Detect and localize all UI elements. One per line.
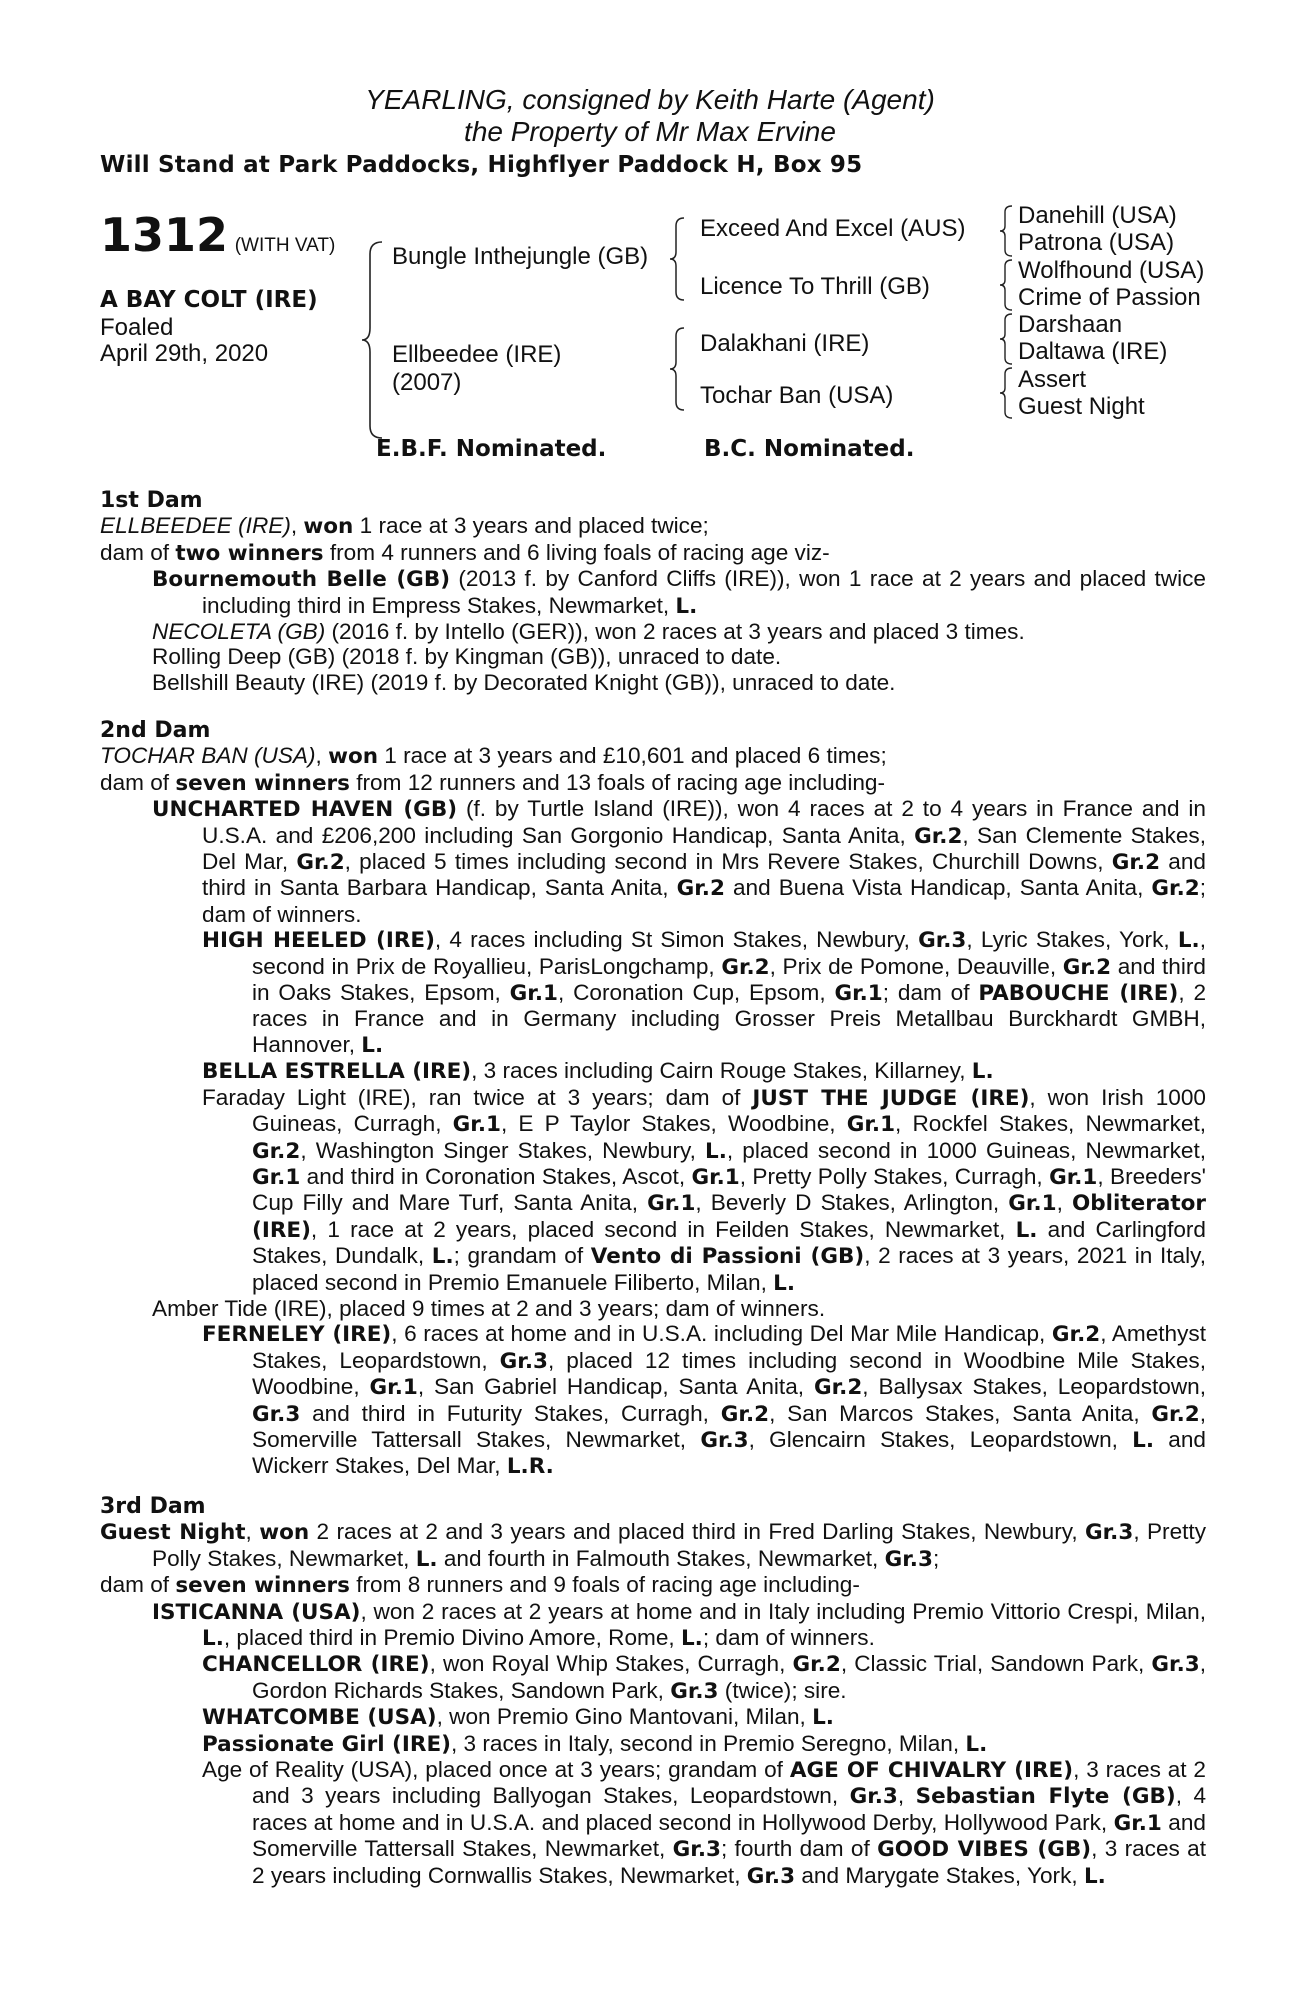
pedigree-table xyxy=(0,200,1314,460)
list-item: CHANCELLOR (IRE), won Royal Whip Stakes, Curragh, Gr.2, Classic Trial, Sandown Park, Gr.3, Gordon Richards Stakes, Sandown Park, Gr.3 (twice); sire. xyxy=(202,1651,1206,1704)
dam-dam: Tochar Ban (USA) xyxy=(700,382,894,409)
list-item: Passionate Girl (IRE), 3 races in Italy, second in Premio Seregno, Milan, L. xyxy=(202,1730,988,1757)
grandsire-4: Assert xyxy=(1018,366,1087,393)
main-brace xyxy=(360,240,386,440)
bc-nominated: B.C. Nominated. xyxy=(704,436,915,462)
second-dam-section: 2nd Dam TOCHAR BAN (USA), won 1 race at 3 years and £10,601 and placed 6 times; dam of seven winners from 12 runners and 13 foals of racing age including- UNCHARTED HAVEN (GB) (f. by Turtle Island (IRE)), won 4 races at 2 to 4 years in France and in U.S.A. and £206,200 including San Gorgonio Handicap, Santa Anita, Gr.2, San Clemente Stakes, Del Mar, Gr.2, placed 5 times including second in Mrs Revere Stakes, Churchill Downs, Gr.2 and third in Santa Barbara Handicap, Santa Anita, Gr.2 and Buena Vista Handicap, Santa Anita, Gr.2; dam of winners. HIGH HEELED (IRE), 4 races including St Simon Stakes, Newbury, Gr.3, Lyric Stakes, York, L., second in Prix de Royallieu, ParisLongchamp, Gr.2, Prix de Pomone, Deauville, Gr.2 and third in Oaks Stakes, Epsom, Gr.1, Coronation Cup, Epsom, Gr.1; dam of PABOUCHE (IRE), 2 races in France and in Germany including Grosser Preis Metallbau Burckhardt GMBH, Hannover, L. BELLA ESTRELLA (IRE), 3 races including Cairn Rouge Stakes, Killarney, L. Faraday Light (IRE), ran twice at 3 years; dam of JUST THE JUDGE (IRE), won Irish 1000 Guineas, Curragh, Gr.1, E P Taylor Stakes, Woodbine, Gr.1, Rockfel Stakes, Newmarket, Gr.2, Washington Singer Stakes, Newbury, L., placed second in 1000 Guineas, Newmarket, Gr.1 and third in Coronation Stakes, Ascot, Gr.1, Pretty Polly Stakes, Curragh, Gr.1, Breeders' Cup Filly and Mare Turf, Santa Anita, Gr.1, Beverly D Stakes, Arlington, Gr.1, Obliterator (IRE), 1 race at 2 years, placed second in Feilden Stakes, Newmarket, L. and Carlingford Stakes, Dundalk, L.; grandam of Vento di Passioni (GB), 2 races at 3 years, 2021 in Italy, placed second in Premio Emanuele Filiberto, Milan, L. Amber Tide (IRE), placed 9 times at 2 and 3 years; dam of winners. FERNELEY (IRE), 6 races at home and in U.S.A. including Del Mar Mile Handicap, Gr.2, Amethyst Stakes, Leopardstown, Gr.3, placed 12 times including second in Woodbine Mile Stakes, Woodbine, Gr.1, San Gabriel Handicap, Santa Anita, Gr.2, Ballysax Stakes, Leopardstown, Gr.3 and third in Futurity Stakes, Curragh, Gr.2, San Marcos Stakes, Santa Anita, Gr.2, Somerville Tattersall Stakes, Newmarket, Gr.3, Glencairn Stakes, Leopardstown, L. and Wickerr Stakes, Del Mar, L.R. xyxy=(100,718,1207,1480)
foaled-label: Foaled xyxy=(100,314,174,341)
list-item: ISTICANNA (USA), won 2 races at 2 years at home and in Italy including Premio Vittorio Crespi, Milan, L., placed third in Premio Divino Amore, Rome, L.; dam of winners. xyxy=(152,1598,1206,1652)
granddam-4: Guest Night xyxy=(1018,393,1145,420)
list-item: HIGH HEELED (IRE), 4 races including St Simon Stakes, Newbury, Gr.3, Lyric Stakes, York, L., second in Prix de Royallieu, ParisLongchamp, Gr.2, Prix de Pomone, Deauville, Gr.2 and third in Oaks Stakes, Epsom, Gr.1, Coronation Cup, Epsom, Gr.1; dam of PABOUCHE (IRE), 2 races in France and in Germany including Grosser Preis Metallbau Burckhardt GMBH, Hannover, L. xyxy=(202,927,1207,1058)
first-dam-section: 1st Dam ELLBEEDEE (IRE), won 1 race at 3 years and placed twice; dam of two winners from 4 runners and 6 living foals of racing age viz- Bournemouth Belle (GB) (2013 f. by Canford Cliffs (IRE)), won 1 race at 2 years and placed twice including third in Empress Stakes, Newmarket, L. NECOLETA (GB) (2016 f. by Intello (GER)), won 2 races at 3 years and placed 3 times. Rolling Deep (GB) (2018 f. by Kingman (GB)), unraced to date. Bellshill Beauty (IRE) (2019 f. by Decorated Knight (GB)), unraced to date. xyxy=(100,488,1206,695)
list-item: WHATCOMBE (USA), won Premio Gino Mantovani, Milan, L. xyxy=(202,1704,834,1731)
g-brace-1 xyxy=(998,204,1016,258)
sire-sire: Exceed And Excel (AUS) xyxy=(700,215,966,242)
granddam-2: Crime of Passion xyxy=(1018,284,1201,311)
foaled-date: April 29th, 2020 xyxy=(100,340,269,367)
dam-name: Ellbeedee (IRE) xyxy=(392,341,562,368)
ebf-nominated: E.B.F. Nominated. xyxy=(376,436,607,462)
list-item: Rolling Deep (GB) (2018 f. by Kingman (GB)), unraced to date. xyxy=(152,644,782,670)
dam-sire: Dalakhani (IRE) xyxy=(700,330,870,357)
third-dam-heading: 3rd Dam xyxy=(100,1494,206,1519)
g-brace-3 xyxy=(998,312,1016,366)
list-item: Amber Tide (IRE), placed 9 times at 2 and 3 years; dam of winners. xyxy=(152,1295,826,1321)
lot-header xyxy=(100,84,1200,180)
list-item: Age of Reality (USA), placed once at 3 years; grandam of AGE OF CHIVALRY (IRE), 3 races at 2 and 3 years including Ballyogan Stakes, Leopardstown, Gr.3, Sebastian Flyte (GB), 4 races at home and in U.S.A. and placed second in Hollywood Derby, Hollywood Park, Gr.1 and Somerville Tattersall Stakes, Newmarket, Gr.3; fourth dam of GOOD VIBES (GB), 3 races at 2 years including Cornwallis Stakes, Newmarket, Gr.3 and Marygate Stakes, York, L. xyxy=(202,1757,1207,1889)
dam-brace xyxy=(668,326,688,412)
list-item: UNCHARTED HAVEN (GB) (f. by Turtle Island (IRE)), won 4 races at 2 to 4 years in France and in U.S.A. and £206,200 including San Gorgonio Handicap, Santa Anita, Gr.2, San Clemente Stakes, Del Mar, Gr.2, placed 5 times including second in Mrs Revere Stakes, Churchill Downs, Gr.2 and third in Santa Barbara Handicap, Santa Anita, Gr.2 and Buena Vista Handicap, Santa Anita, Gr.2; dam of winners. xyxy=(152,796,1207,927)
grandsire-2: Wolfhound (USA) xyxy=(1018,257,1205,284)
first-dam-heading: 1st Dam xyxy=(100,488,203,513)
second-dam-heading: 2nd Dam xyxy=(100,718,211,743)
location-line: Will Stand at Park Paddocks, Highflyer Paddock H, Box 95 xyxy=(100,152,863,178)
granddam-3: Daltawa (IRE) xyxy=(1018,338,1168,365)
lot-number-line xyxy=(100,210,335,260)
sire-name: Bungle Inthejungle (GB) xyxy=(392,243,649,270)
sire-brace xyxy=(668,216,688,302)
list-item: Faraday Light (IRE), ran twice at 3 years; dam of JUST THE JUDGE (IRE), won Irish 1000 Guineas, Curragh, Gr.1, E P Taylor Stakes, Woodbine, Gr.1, Rockfel Stakes, Newmarket, Gr.2, Washington Singer Stakes, Newbury, L., placed second in 1000 Guineas, Newmarket, Gr.1 and third in Coronation Stakes, Ascot, Gr.1, Pretty Polly Stakes, Curragh, Gr.1, Breeders' Cup Filly and Mare Turf, Santa Anita, Gr.1, Beverly D Stakes, Arlington, Gr.1, Obliterator (IRE), 1 race at 2 years, placed second in Feilden Stakes, Newmarket, L. and Carlingford Stakes, Dundalk, L.; grandam of Vento di Passioni (GB), 2 races at 3 years, 2021 in Italy, placed second in Premio Emanuele Filiberto, Milan, L. xyxy=(202,1084,1207,1296)
g-brace-4 xyxy=(998,366,1016,420)
property-line: the Property of Mr Max Ervine xyxy=(464,116,836,147)
lot-number: 1312 xyxy=(100,208,229,262)
dam-year: (2007) xyxy=(392,369,462,396)
g-brace-2 xyxy=(998,258,1016,312)
granddam-1: Patrona (USA) xyxy=(1018,229,1175,256)
consignor-line: YEARLING, consigned by Keith Harte (Agent) xyxy=(365,84,935,115)
grandsire-1: Danehill (USA) xyxy=(1018,202,1177,229)
list-item: NECOLETA (GB) (2016 f. by Intello (GER)), won 2 races at 3 years and placed 3 times. xyxy=(152,619,1025,645)
grandsire-3: Darshaan xyxy=(1018,311,1123,338)
list-item: BELLA ESTRELLA (IRE), 3 races including Cairn Rouge Stakes, Killarney, L. xyxy=(202,1058,994,1085)
vat-note: (WITH VAT) xyxy=(234,235,336,256)
list-item: FERNELEY (IRE), 6 races at home and in U.S.A. including Del Mar Mile Handicap, Gr.2, Amethyst Stakes, Leopardstown, Gr.3, placed 12 times including second in Woodbine Mile Stakes, Woodbine, Gr.1, San Gabriel Handicap, Santa Anita, Gr.2, Ballysax Stakes, Leopardstown, Gr.3 and third in Futurity Stakes, Curragh, Gr.2, San Marcos Stakes, Santa Anita, Gr.2, Somerville Tattersall Stakes, Newmarket, Gr.3, Glencairn Stakes, Leopardstown, L. and Wickerr Stakes, Del Mar, L.R. xyxy=(202,1321,1206,1480)
list-item: Bournemouth Belle (GB) (2013 f. by Canford Cliffs (IRE)), won 1 race at 2 years and placed twice including third in Empress Stakes, Newmarket, L. xyxy=(152,566,1206,619)
lot-description: A BAY COLT (IRE) xyxy=(100,287,318,313)
third-dam-section: 3rd Dam Guest Night, won 2 races at 2 and 3 years and placed third in Fred Darling Stakes, Newbury, Gr.3, Pretty Polly Stakes, Newmarket, L. and fourth in Falmouth Stakes, Newmarket, Gr.3; dam of seven winners from 8 runners and 9 foals of racing age including- ISTICANNA (USA), won 2 races at 2 years at home and in Italy including Premio Vittorio Crespi, Milan, L., placed third in Premio Divino Amore, Rome, L.; dam of winners. CHANCELLOR (IRE), won Royal Whip Stakes, Curragh, Gr.2, Classic Trial, Sandown Park, Gr.3, Gordon Richards Stakes, Sandown Park, Gr.3 (twice); sire. WHATCOMBE (USA), won Premio Gino Mantovani, Milan, L. Passionate Girl (IRE), 3 races in Italy, second in Premio Seregno, Milan, L. Age of Reality (USA), placed once at 3 years; grandam of AGE OF CHIVALRY (IRE), 3 races at 2 and 3 years including Ballyogan Stakes, Leopardstown, Gr.3, Sebastian Flyte (GB), 4 races at home and in U.S.A. and placed second in Hollywood Derby, Hollywood Park, Gr.1 and Somerville Tattersall Stakes, Newmarket, Gr.3; fourth dam of GOOD VIBES (GB), 3 races at 2 years including Cornwallis Stakes, Newmarket, Gr.3 and Marygate Stakes, York, L. xyxy=(100,1494,1207,1889)
sire-dam: Licence To Thrill (GB) xyxy=(700,273,930,300)
list-item: Bellshill Beauty (IRE) (2019 f. by Decorated Knight (GB)), unraced to date. xyxy=(152,669,896,695)
